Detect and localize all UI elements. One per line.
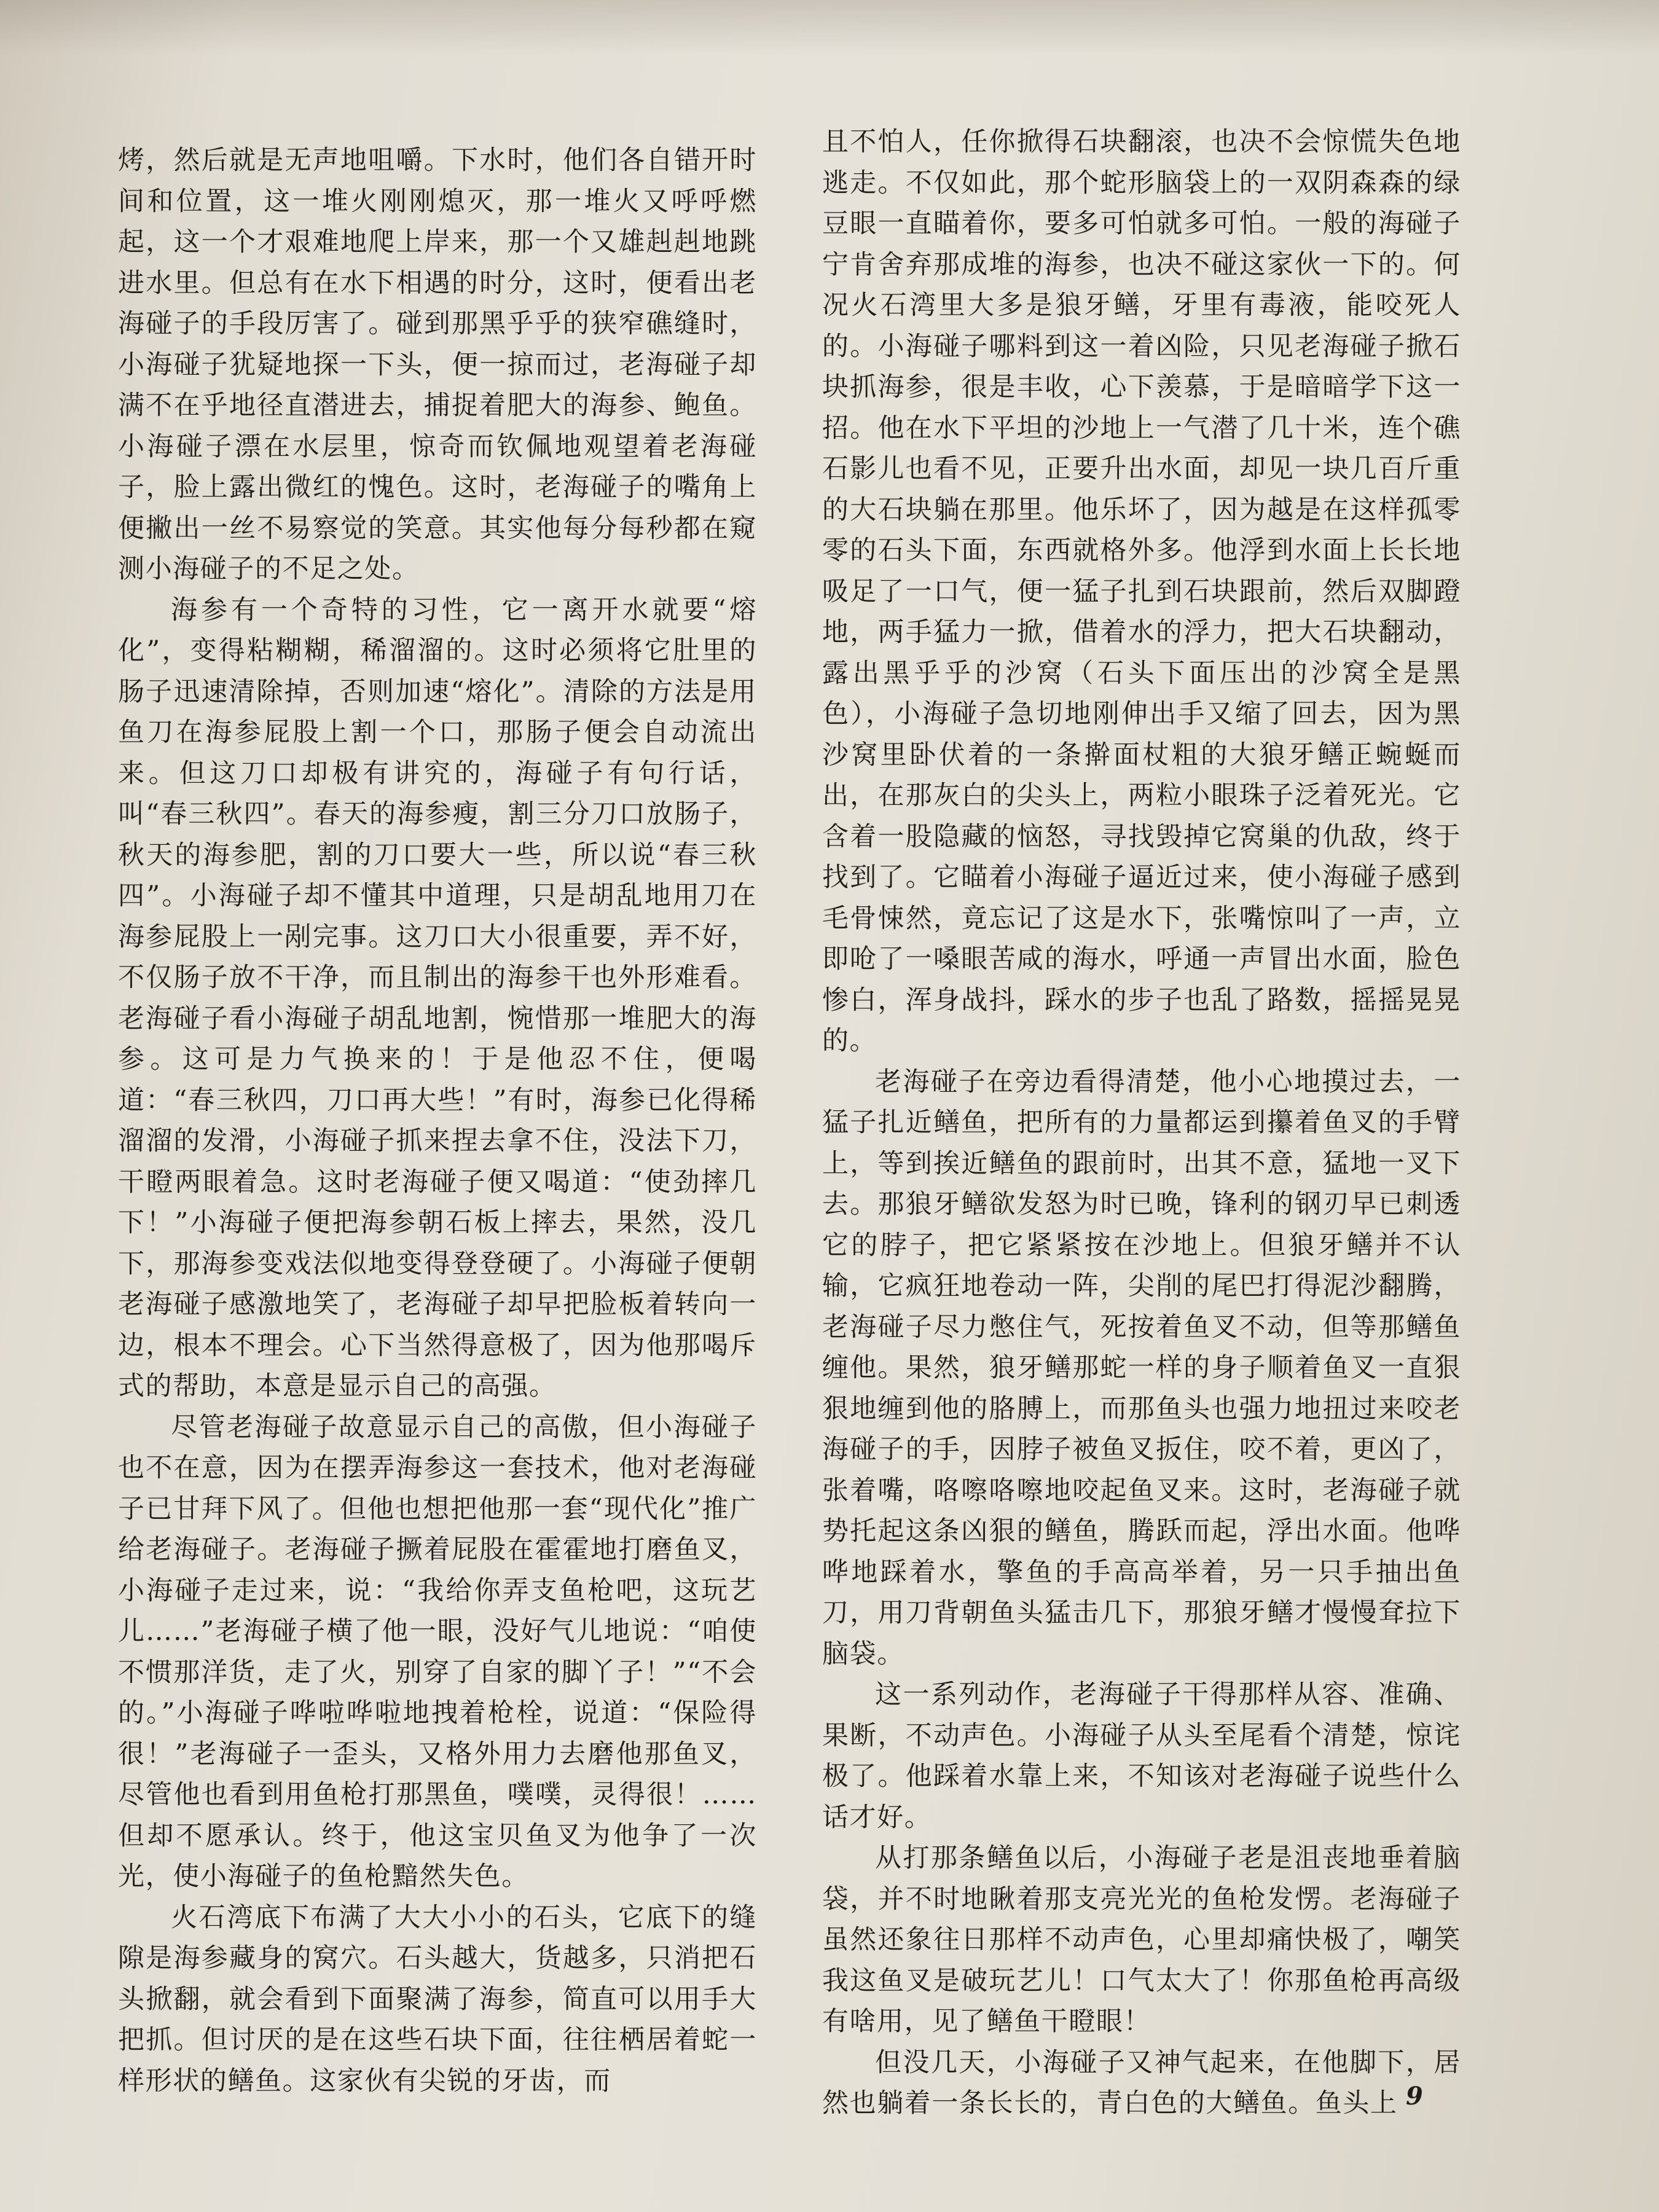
paragraph-right-4: 从打那条鳝鱼以后，小海碰子老是沮丧地垂着脑袋，并不时地瞅着那支亮光光的鱼枪发愣。老海碰子虽然还象往日那样不动声色，心里却痛快极了，嘲笑我这鱼叉是破玩艺儿！口气太大了！你那鱼枪再高级有啥用，见了鳝鱼干瞪眼！: [822, 1843, 1461, 2037]
paragraph-left-1: 烤，然后就是无声地咀嚼。下水时，他们各自错开时间和位置，这一堆火刚刚熄灭，那一堆火又呼呼燃起，这一个才艰难地爬上岸来，那一个又雄赳赳地跳进水里。但总有在水下相遇的时分，这时，便看出老海碰子的手段厉害了。碰到那黑乎乎的狭窄礁缝时，小海碰子犹疑地探一下头，便一掠而过，老海碰子却满不在乎地径直潜进去，捕捉着肥大的海参、鲍鱼。小海碰子漂在水层里，惊奇而钦佩地观望着老海碰子，脸上露出微红的愧色。这时，老海碰子的嘴角上便撇出一丝不易察觉的笑意。其实他每分每秒都在窥测小海碰子的不足之处。: [118, 145, 757, 584]
page-shadow: [0, 0, 1659, 55]
paragraph-left-3: 尽管老海碰子故意显示自己的高傲，但小海碰子也不在意，因为在摆弄海参这一套技术，他对老海碰子已甘拜下风了。但他也想把他那一套“现代化”推广给老海碰子。老海碰子撅着屁股在霍霍地打磨鱼叉，小海碰子走过来，说：“我给你弄支鱼枪吧，这玩艺儿……”老海碰子横了他一眼，没好气儿地说：“咱使不惯那洋货，走了火，别穿了自家的脚丫子！”“不会的。”小海碰子哗啦哗啦地拽着枪栓，说道：“保险得很！”老海碰子一歪头，又格外用力去磨他那鱼叉，尽管他也看到用鱼枪打那黑鱼，噗噗，灵得很！……但却不愿承认。终于，他这宝贝鱼叉为他争了一次光，使小海碰子的鱼枪黯然失色。: [118, 1411, 757, 1892]
page-number: 9: [1406, 2082, 1423, 2111]
text-column-right: [822, 122, 1461, 2124]
paragraph-left-4: 火石湾底下布满了大大小小的石头，它底下的缝隙是海参藏身的窝穴。石头越大，货越多，只消把石头掀翻，就会看到下面聚满了海参，简直可以用手大把抓。但讨厌的是在这些石块下面，往往栖居着蛇一样形状的鳝鱼。这家伙有尖锐的牙齿，而: [118, 1902, 757, 2096]
paragraph-right-5: 但没几天，小海碰子又神气起来，在他脚下，居然也躺着一条长长的，青白色的大鳝鱼。鱼头上: [822, 2047, 1461, 2119]
paragraph-right-2: 老海碰子在旁边看得清楚，他小心地摸过去，一猛子扎近鳝鱼，把所有的力量都运到攥着鱼叉的手臂上，等到挨近鳝鱼的跟前时，出其不意，猛地一叉下去。那狼牙鳝欲发怒为时已晚，锋利的钢刃早已刺透它的脖子，把它紧紧按在沙地上。但狼牙鳝并不认输，它疯狂地卷动一阵，尖削的尾巴打得泥沙翻腾，老海碰子尽力憋住气，死按着鱼叉不动，但等那鳝鱼缠他。果然，狼牙鳝那蛇一样的身子顺着鱼叉一直狠狠地缠到他的胳膊上，而那鱼头也强力地扭过来咬老海碰子的手，因脖子被鱼叉扳住，咬不着，更凶了，张着嘴，咯嚓咯嚓地咬起鱼叉来。这时，老海碰子就势托起这条凶狠的鳝鱼，腾跃而起，浮出水面。他哗哗地踩着水，擎鱼的手高高举着，另一只手抽出鱼刀，用刀背朝鱼头猛击几下，那狼牙鳝才慢慢耷拉下脑袋。: [822, 1066, 1461, 1669]
paragraph-right-3: 这一系列动作，老海碰子干得那样从容、准确、果断，不动声色。小海碰子从头至尾看个清楚，惊诧极了。他踩着水靠上来，不知该对老海碰子说些什么话才好。: [822, 1679, 1461, 1833]
paragraph-right-1: 且不怕人，任你掀得石块翻滚，也决不会惊慌失色地逃走。不仅如此，那个蛇形脑袋上的一双阴森森的绿豆眼一直瞄着你，要多可怕就多可怕。一般的海碰子宁肯舍弃那成堆的海参，也决不碰这家伙一下的。何况火石湾里大多是狼牙鳝，牙里有毒液，能咬死人的。小海碰子哪料到这一着凶险，只见老海碰子掀石块抓海参，很是丰收，心下羡慕，于是暗暗学下这一招。他在水下平坦的沙地上一气潜了几十米，连个礁石影儿也看不见，正要升出水面，却见一块几百斤重的大石块躺在那里。他乐坏了，因为越是在这样孤零零的石头下面，东西就格外多。他浮到水面上长长地吸足了一口气，便一猛子扎到石块跟前，然后双脚蹬地，两手猛力一掀，借着水的浮力，把大石块翻动，露出黑乎乎的沙窝（石头下面压出的沙窝全是黑色），小海碰子急切地刚伸出手又缩了回去，因为黑沙窝里卧伏着的一条擀面杖粗的大狼牙鳝正蜿蜒而出，在那灰白的尖头上，两粒小眼珠子泛着死光。它含着一股隐藏的恼怒，寻找毁掉它窝巢的仇敌，终于找到了。它瞄着小海碰子逼近过来，使小海碰子感到毛骨悚然，竟忘记了这是水下，张嘴惊叫了一声，立即呛了一嗓眼苦咸的海水，呼通一声冒出水面，脸色惨白，浑身战抖，踩水的步子也乱了路数，摇摇晃晃的。: [822, 127, 1461, 1056]
paragraph-left-2: 海参有一个奇特的习性，它一离开水就要“熔化”，变得粘糊糊，稀溜溜的。这时必须将它肚里的肠子迅速清除掉，否则加速“熔化”。清除的方法是用鱼刀在海参屁股上割一个口，那肠子便会自动流出来。但这刀口却极有讲究的，海碰子有句行话，叫“春三秋四”。春天的海参瘦，割三分刀口放肠子，秋天的海参肥，割的刀口要大一些，所以说“春三秋四”。小海碰子却不懂其中道理，只是胡乱地用刀在海参屁股上一剐完事。这刀口大小很重要，弄不好，不仅肠子放不干净，而且制出的海参干也外形难看。老海碰子看小海碰子胡乱地割，惋惜那一堆肥大的海参。这可是力气换来的！于是他忍不住，便喝道：“春三秋四，刀口再大些！”有时，海参已化得稀溜溜的发滑，小海碰子抓来捏去拿不住，没法下刀，干瞪两眼着急。这时老海碰子便又喝道：“使劲摔几下！”小海碰子便把海参朝石板上摔去，果然，没几下，那海参变戏法似地变得登登硬了。小海碰子便朝老海碰子感激地笑了，老海碰子却早把脸板着转向一边，根本不理会。心下当然得意极了，因为他那喝斥式的帮助，本意是显示自己的高强。: [118, 594, 757, 1402]
text-column-left: [118, 140, 757, 2101]
